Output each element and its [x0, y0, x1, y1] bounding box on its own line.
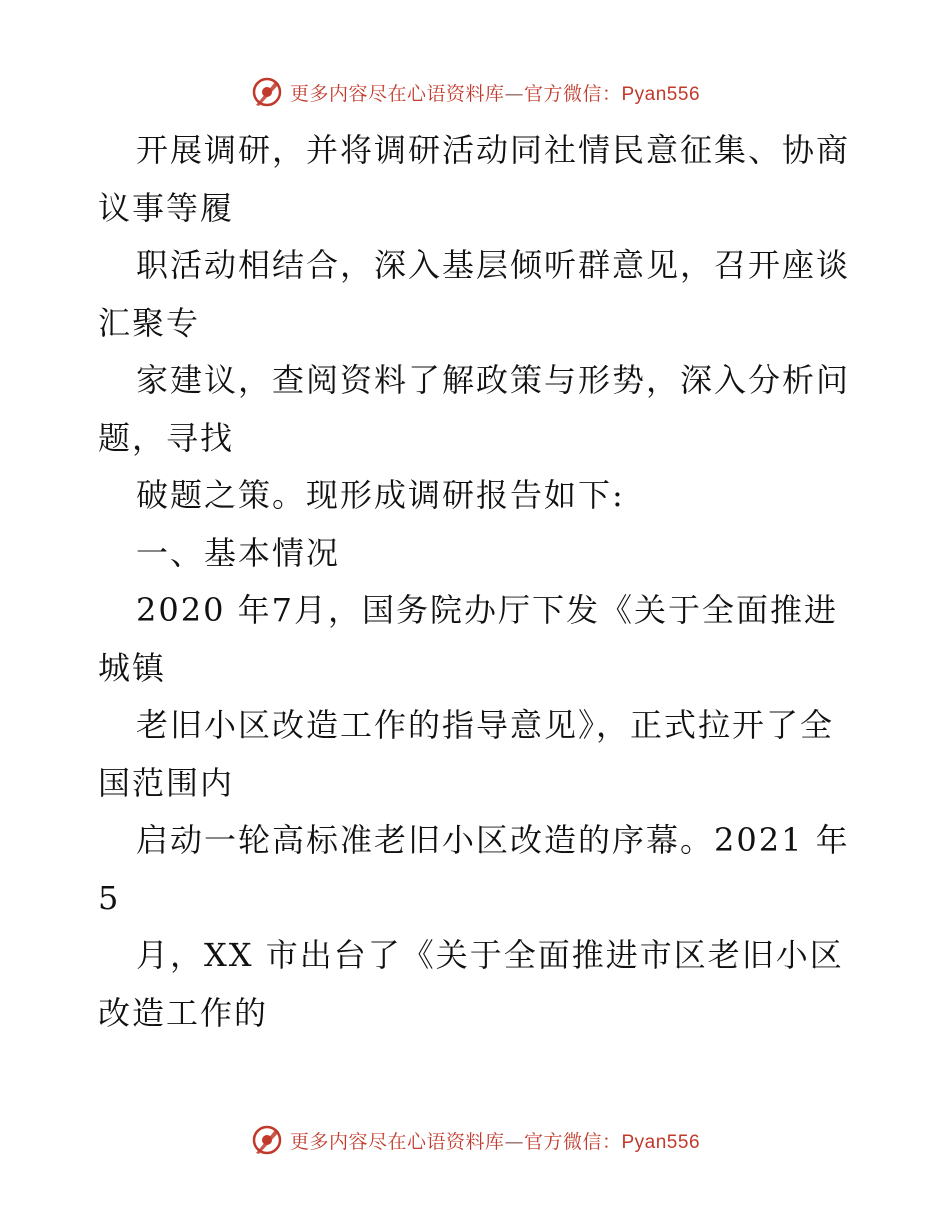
body-line: 启动一轮高标准老旧小区改造的序幕。2021 年: [136, 821, 850, 859]
watermark-separator: —: [504, 1130, 524, 1153]
footer-watermark: [0, 1120, 950, 1160]
watermark-text: [290, 79, 700, 106]
watermark-contact-text: 官方微信：: [523, 82, 622, 105]
body-line: 汇聚专: [98, 303, 201, 342]
body-line: 老旧小区改造工作的指导意见》，正式拉开了全: [136, 706, 835, 744]
body-line: 职活动相结合，深入基层倾听群意见，召开座谈: [136, 246, 851, 284]
body-line: 2020 年7月，国务院办厅下发《关于全面推进: [136, 591, 838, 629]
watermark-contact-text: 官方微信：: [523, 1130, 622, 1153]
body-line: 5: [98, 878, 121, 917]
watermark-text: [290, 1127, 700, 1154]
watermark-separator: —: [504, 82, 524, 105]
body-line: 改造工作的: [98, 993, 269, 1032]
watermark-site-text: 更多内容尽在心语资料库: [289, 82, 505, 105]
body-line: 城镇: [98, 648, 167, 687]
document-body: [98, 122, 858, 1042]
body-line: 月，XX 市出台了《关于全面推进市区老旧小区: [136, 936, 844, 974]
body-line: 家建议，查阅资料了解政策与形势，深入分析问: [136, 361, 851, 399]
pen-logo-icon: [250, 75, 284, 109]
body-line: 一、基本情况: [136, 533, 341, 572]
watermark-handle: Pyan556: [621, 83, 701, 105]
header-watermark: [0, 72, 950, 112]
watermark-site-text: 更多内容尽在心语资料库: [289, 1130, 505, 1153]
watermark-handle: Pyan556: [621, 1131, 701, 1153]
body-line: 议事等履: [98, 188, 235, 227]
pen-logo-icon: [250, 1123, 284, 1157]
body-line: 题，寻找: [98, 418, 235, 457]
body-line: 国范围内: [98, 763, 235, 802]
body-line: 开展调研，并将调研活动同社情民意征集、协商: [136, 131, 851, 169]
body-line: 破题之策。现形成调研报告如下:: [136, 476, 625, 514]
